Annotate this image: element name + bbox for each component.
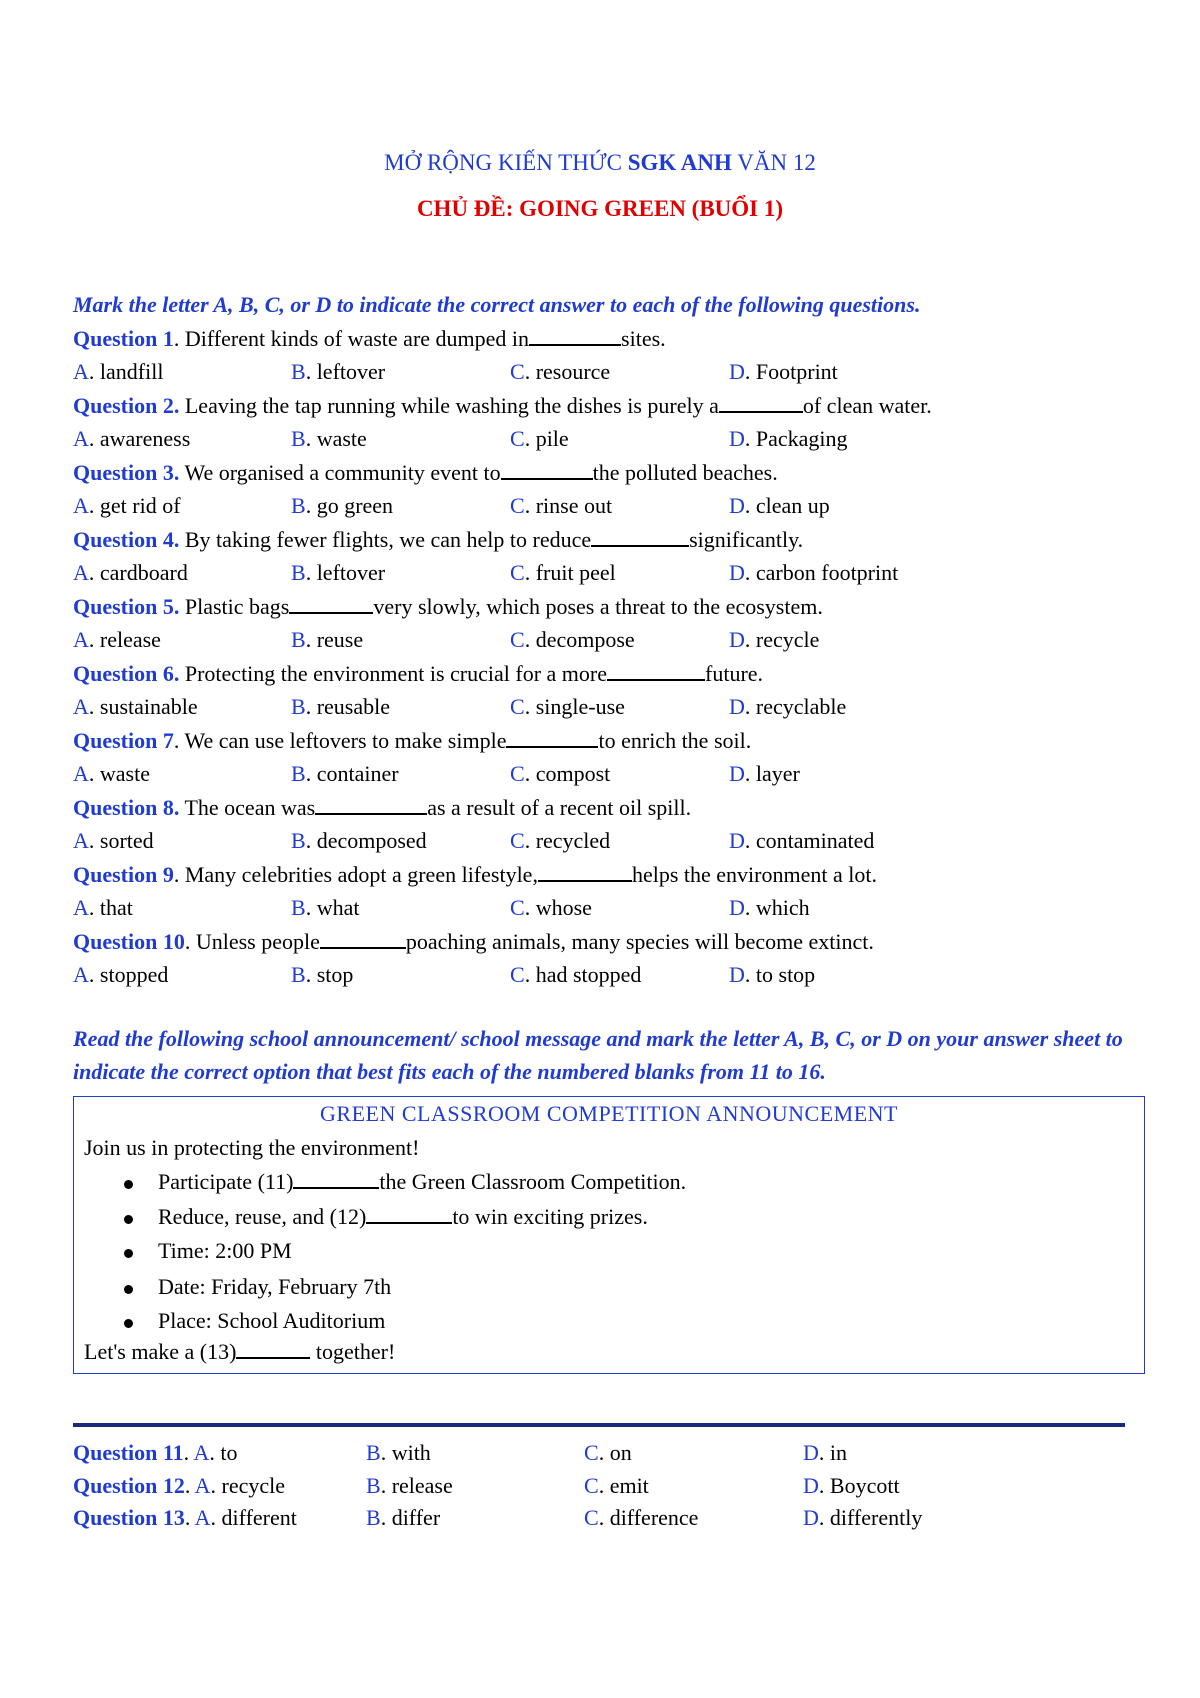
question-text-before: . We can use leftovers to make simple [173,728,507,753]
option-text: . that [88,895,133,920]
question-label: Question 9 [73,862,174,887]
option-text: . fruit peel [524,560,616,585]
section2-instruction: Read the following school announcement/ school message and mark the letter A, B, C, or D on your answer sheet to indicate the correct option that best fits each of the numbered blanks from 11 to 16. [73,1026,1123,1084]
answer-option [729,355,838,388]
question-label: Question 8. [73,795,180,820]
option-text: . release [88,627,161,652]
option-text: . sustainable [88,694,198,719]
option-letter: D [729,359,745,384]
question-text-before: We organised a community event to [179,460,501,485]
question-stem [73,523,803,556]
option-letter: D [729,493,745,518]
option-letter: B [291,359,306,384]
bullet-dot [124,1215,133,1224]
worksheet-title [0,150,1200,176]
answer-option [73,489,181,522]
question-label: Question 6. [73,661,180,686]
answer-option [510,355,610,388]
answer-blank [366,1204,452,1224]
option-text: . in [818,1440,848,1465]
option-text: . stopped [88,962,169,987]
answer-option [510,958,641,991]
option-text: . with [380,1440,431,1465]
answer-option [73,355,163,388]
question-text-after: to enrich the soil. [598,728,752,753]
announcement-intro: Join us in protecting the environment! [84,1135,420,1160]
option-text: . container [305,761,399,786]
bullet-dot [124,1285,133,1294]
answer-option [729,489,830,522]
option-letter: B [291,493,306,518]
option-letter: C [510,761,525,786]
answer-row [73,1436,237,1469]
answer-blank-13 [236,1339,310,1359]
answer-blank [315,795,427,815]
closing-post: together! [310,1339,396,1364]
answer-option [291,623,363,656]
answer-option [366,1469,453,1502]
option-letter: C [510,493,525,518]
question-text-before: By taking fewer flights, we can help to reduce [179,527,592,552]
answer-blank [506,728,598,748]
question-text-after: as a result of a recent oil spill. [427,795,692,820]
option-letter: A [73,895,89,920]
bullet-text [158,1238,292,1264]
option-text: . recycled [524,828,611,853]
question-dot: . [184,1505,195,1530]
option-text: . leftover [305,359,386,384]
answer-option [73,891,133,924]
option-text: . release [380,1473,453,1498]
title-part-b: SGK ANH [627,150,732,175]
answer-option [291,422,367,455]
option-letter: D [729,426,745,451]
option-text: . waste [88,761,150,786]
option-letter: D [729,828,745,853]
question-stem [73,858,877,891]
answer-option [291,891,359,924]
option-text: . had stopped [524,962,642,987]
answer-blank [293,1169,379,1189]
option-letter: C [510,426,525,451]
answer-option [729,690,846,723]
option-letter: D [803,1440,819,1465]
question-text-after: helps the environment a lot. [631,862,877,887]
option-letter: B [291,761,306,786]
option-letter: C [584,1440,599,1465]
question-text-after: the polluted beaches. [592,460,778,485]
option-letter: A [73,962,89,987]
question-label: Question 7 [73,728,174,753]
option-letter: B [291,627,306,652]
option-letter: A [73,694,89,719]
question-text-after: of clean water. [802,393,932,418]
section1-instruction: Mark the letter A, B, C, or D to indicate the correct answer to each of the following questions. [73,292,921,317]
answer-option [584,1501,698,1534]
answer-option [510,422,569,455]
question-text-after: significantly. [689,527,804,552]
question-text-after: very slowly, which poses a threat to the ecosystem. [373,594,823,619]
option-text: . recyclable [744,694,847,719]
option-letter: C [584,1473,599,1498]
question-text-after: future. [705,661,764,686]
option-text: . recycle [210,1473,286,1498]
option-text: . differ [380,1505,441,1530]
question-label: Question 13 [73,1505,185,1530]
question-dot: . [184,1473,195,1498]
bullet-dot [124,1249,133,1258]
answer-blank [719,393,803,413]
question-text-before: Leaving the tap running while washing the dishes is purely a [179,393,719,418]
option-text: . Packaging [744,426,848,451]
answer-option [291,489,393,522]
answer-option [584,1436,632,1469]
option-text: . decompose [524,627,635,652]
bullet-text-before: Time: 2:00 PM [158,1238,292,1263]
option-text: . to stop [744,962,816,987]
bullet-text [158,1169,686,1195]
answer-option [510,556,616,589]
answer-option [729,556,898,589]
question-stem [73,791,691,824]
question-text-after: poaching animals, many species will become extinct. [405,929,874,954]
option-text: . whose [524,895,592,920]
question-label: Question 5. [73,594,180,619]
answer-option [291,757,399,790]
option-text: . layer [744,761,800,786]
answer-option [291,355,385,388]
option-text: . on [598,1440,632,1465]
option-letter: D [729,761,745,786]
option-text: . cardboard [88,560,188,585]
option-text: . carbon footprint [744,560,899,585]
answer-option [729,958,815,991]
bullet-dot [124,1319,133,1328]
question-label: Question 3. [73,460,180,485]
option-letter: D [803,1505,819,1530]
option-letter: C [510,694,525,719]
option-letter: B [366,1473,381,1498]
answer-option [291,556,385,589]
answer-blank [320,929,406,949]
bullet-dot [124,1180,133,1189]
answer-option [584,1469,649,1502]
option-letter: B [366,1440,381,1465]
question-text-before: Protecting the environment is crucial for a more [179,661,607,686]
option-letter: C [510,359,525,384]
option-letter: C [510,895,525,920]
answer-option [803,1469,900,1502]
answer-option [73,757,150,790]
option-text: . pile [524,426,569,451]
option-letter: C [510,962,525,987]
answer-blank [529,326,621,346]
option-text: . single-use [524,694,625,719]
option-letter: B [291,828,306,853]
option-text: . clean up [744,493,830,518]
option-letter: A [73,828,89,853]
option-text: . to [209,1440,238,1465]
option-letter: A [194,1505,211,1530]
option-letter: D [729,627,745,652]
option-text: . reuse [305,627,364,652]
option-text: . different [210,1505,297,1530]
question-label: Question 11 [73,1440,184,1465]
question-text-before: . Many celebrities adopt a green lifestyle, [173,862,538,887]
option-letter: D [729,962,745,987]
option-text: . reusable [305,694,390,719]
answer-option [510,489,612,522]
answer-blank [591,527,689,547]
option-text: . sorted [88,828,154,853]
option-letter: B [366,1505,381,1530]
bullet-text-before: Place: School Auditorium [158,1308,386,1333]
question-stem [73,724,751,757]
bullet-text-after: to win exciting prizes. [452,1204,648,1229]
option-letter: A [194,1473,211,1498]
option-text: . emit [598,1473,649,1498]
answer-option [510,690,625,723]
answer-option [803,1501,922,1534]
question-label: Question 4. [73,527,180,552]
answer-option [510,824,610,857]
option-letter: D [729,895,745,920]
option-text: . Footprint [744,359,838,384]
question-text-before: . Different kinds of waste are dumped in [173,326,530,351]
option-letter: A [73,493,89,518]
option-letter: A [73,426,89,451]
question-stem [73,456,778,489]
answer-option [729,623,819,656]
question-label: Question 1 [73,326,174,351]
question-stem [73,389,932,422]
option-text: . differently [818,1505,923,1530]
bullet-text-before: Date: Friday, February 7th [158,1274,392,1299]
answer-blank [289,594,373,614]
option-text: . landfill [88,359,164,384]
divider-rule [73,1423,1125,1427]
bullet-text-before: Reduce, reuse, and (12) [158,1204,367,1229]
announcement-closing [84,1339,395,1365]
topic-label: CHỦ ĐỀ [416,196,506,221]
question-text-before: Plastic bags [179,594,290,619]
option-letter: C [584,1505,599,1530]
option-text: . awareness [88,426,191,451]
question-label: Question 12 [73,1473,185,1498]
topic-text: : GOING GREEN (BUỔI 1) [505,196,784,221]
answer-blank [607,661,705,681]
option-letter: A [73,761,89,786]
answer-option [510,757,610,790]
question-dot: . [183,1440,194,1465]
option-letter: C [510,828,525,853]
option-text: . stop [305,962,354,987]
option-letter: D [729,560,745,585]
option-letter: D [803,1473,819,1498]
question-stem [73,657,763,690]
answer-option [366,1436,431,1469]
option-text: . contaminated [744,828,875,853]
question-text-after: sites. [621,326,666,351]
announcement-title: GREEN CLASSROOM COMPETITION ANNOUNCEMENT [320,1101,898,1126]
answer-option [73,422,190,455]
option-text: . which [744,895,810,920]
bullet-text [158,1274,391,1300]
option-letter: B [291,560,306,585]
answer-option [510,891,592,924]
title-part-c: VĂN 12 [731,150,816,175]
option-letter: B [291,895,306,920]
worksheet-topic [0,196,1200,222]
option-letter: C [510,560,525,585]
option-letter: A [73,560,89,585]
answer-option [729,422,848,455]
bullet-text [158,1308,385,1334]
bullet-text-before: Participate (11) [158,1169,294,1194]
question-stem [73,322,666,355]
option-text: . go green [305,493,394,518]
answer-option [729,824,874,857]
option-letter: D [729,694,745,719]
announcement-box [73,1096,1145,1374]
option-text: . what [305,895,360,920]
answer-option [510,623,635,656]
option-letter: A [73,359,89,384]
title-part-a: MỞ RỘNG KIẾN THỨC [384,150,628,175]
answer-option [73,556,188,589]
answer-row [73,1501,297,1534]
option-text: . recycle [744,627,820,652]
answer-option [73,623,161,656]
question-text-before: . Unless people [184,929,320,954]
option-letter: A [193,1440,210,1465]
answer-option [729,757,800,790]
answer-option [366,1501,440,1534]
option-text: . resource [524,359,611,384]
answer-option [291,958,353,991]
answer-blank [538,862,632,882]
question-label: Question 10 [73,929,185,954]
question-label: Question 2. [73,393,180,418]
option-text: . Boycott [818,1473,900,1498]
answer-option [73,690,198,723]
option-text: . leftover [305,560,386,585]
answer-option [803,1436,847,1469]
option-text: . waste [305,426,367,451]
answer-row [73,1469,285,1502]
bullet-text-after: the Green Classroom Competition. [379,1169,687,1194]
option-letter: C [510,627,525,652]
answer-option [73,824,154,857]
answer-option [291,824,427,857]
answer-option [291,690,390,723]
question-stem [73,590,823,623]
option-letter: A [73,627,89,652]
option-letter: B [291,962,306,987]
question-stem [73,925,874,958]
question-text-before: The ocean was [179,795,316,820]
option-letter: B [291,694,306,719]
option-text: . difference [598,1505,699,1530]
closing-pre: Let's make a (13) [84,1339,237,1364]
option-text: . compost [524,761,611,786]
answer-option [73,958,168,991]
bullet-text [158,1204,648,1230]
answer-blank [501,460,593,480]
answer-option [729,891,810,924]
option-letter: B [291,426,306,451]
option-text: . rinse out [524,493,613,518]
option-text: . decomposed [305,828,427,853]
option-text: . get rid of [88,493,181,518]
